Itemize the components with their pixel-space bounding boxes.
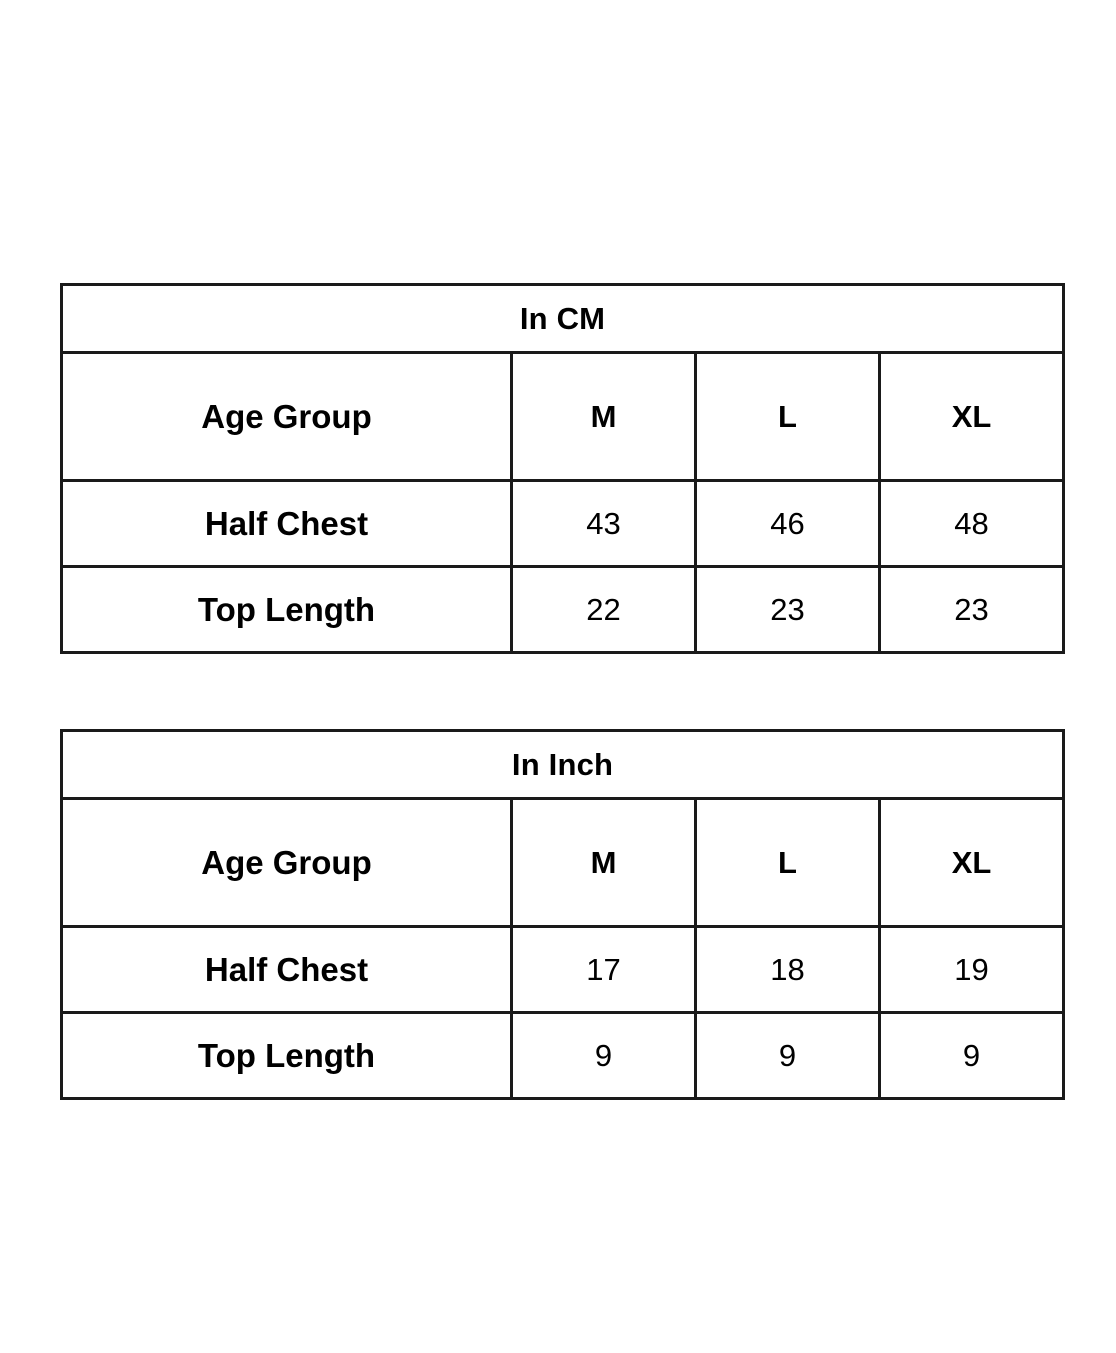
cell-top-length-l-cm: 23: [696, 567, 880, 653]
row-label-half-chest-inch: Half Chest: [62, 927, 512, 1013]
header-size-l-inch: L: [696, 799, 880, 927]
table-header-row: [62, 353, 1064, 481]
table-row: [62, 567, 1064, 653]
table-row: [62, 481, 1064, 567]
table-header-row: [62, 799, 1064, 927]
row-label-top-length-cm: Top Length: [62, 567, 512, 653]
header-size-l-cm: L: [696, 353, 880, 481]
row-label-half-chest-cm: Half Chest: [62, 481, 512, 567]
cell-top-length-xl-cm: 23: [880, 567, 1064, 653]
cell-top-length-m-cm: 22: [512, 567, 696, 653]
cell-top-length-l-inch: 9: [696, 1013, 880, 1099]
size-table-cm: [60, 283, 1065, 654]
cell-top-length-xl-inch: 9: [880, 1013, 1064, 1099]
header-age-group-cm: Age Group: [62, 353, 512, 481]
cell-top-length-m-inch: 9: [512, 1013, 696, 1099]
cell-half-chest-m-cm: 43: [512, 481, 696, 567]
header-size-m-cm: M: [512, 353, 696, 481]
cell-half-chest-l-cm: 46: [696, 481, 880, 567]
cell-half-chest-m-inch: 17: [512, 927, 696, 1013]
size-table-inch: [60, 729, 1065, 1100]
header-size-xl-cm: XL: [880, 353, 1064, 481]
table-title-inch: In Inch: [62, 731, 1064, 799]
cell-half-chest-xl-inch: 19: [880, 927, 1064, 1013]
table-row: [62, 1013, 1064, 1099]
header-size-m-inch: M: [512, 799, 696, 927]
row-label-top-length-inch: Top Length: [62, 1013, 512, 1099]
table-title-cm: In CM: [62, 285, 1064, 353]
header-age-group-inch: Age Group: [62, 799, 512, 927]
cell-half-chest-l-inch: 18: [696, 927, 880, 1013]
header-size-xl-inch: XL: [880, 799, 1064, 927]
cell-half-chest-xl-cm: 48: [880, 481, 1064, 567]
table-title-row: [62, 731, 1064, 799]
table-row: [62, 927, 1064, 1013]
table-title-row: [62, 285, 1064, 353]
